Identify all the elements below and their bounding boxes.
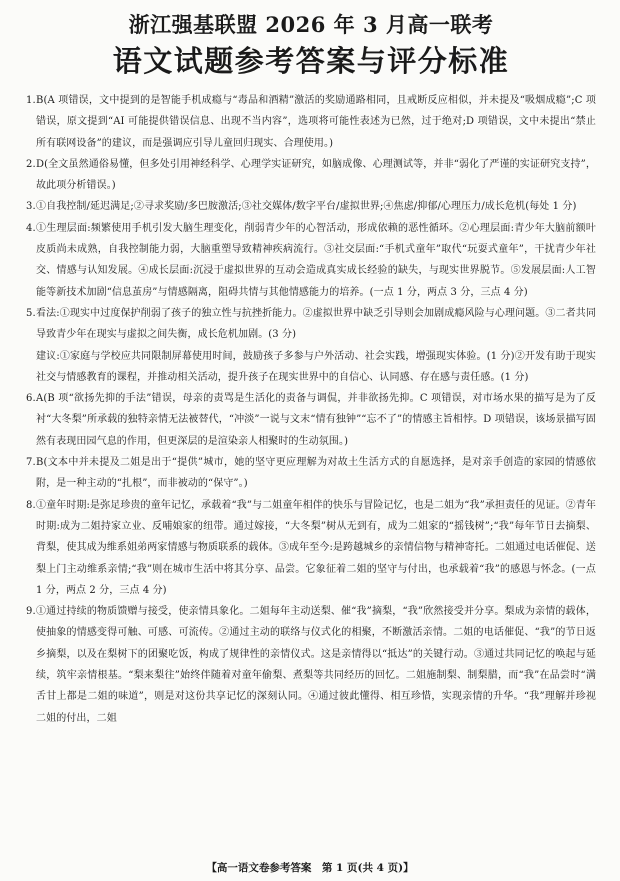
answer-item-5 (26, 303, 596, 388)
page-footer: 【高一语文卷参考答案 第 1 页(共 4 页)】 (206, 862, 414, 874)
header (26, 12, 596, 80)
answer-text: A(B 项“欲扬先抑的手法”错误，母亲的责骂是生活化的责备与调侃，并非欲扬先抑。C 项错误，对市场水果的描写是为了反衬“大冬梨”所承载的独特亲情无法被替代，“冲淡”一说与文末“情有独钟”“忘不了”的情感主旨相悖。D 项错误，该场景描写固然有表现田园气息的作用，但更深层的是渲染亲人相聚时的生动氛围。) (36, 393, 596, 447)
answer-text: ①通过持续的物质馈赠与接受，使亲情具象化。二姐每年主动送梨、催“我”摘梨，“我”欣然接受并分享。梨成为亲情的载体，使抽象的情感变得可触、可感、可流传。②通过主动的联络与仪式化的相聚，不断激活亲情。二姐的电话催促、“我”的节日返乡摘梨，以及在梨树下的团聚吃饭，构成了规律性的亲情仪式。这是亲情得以“抵达”的关键行动。③通过共同记忆的唤起与延续，筑牢亲情根基。“梨来梨往”始终伴随着对童年偷梨、煮梨等共同经历的回忆。二姐施制梨、制梨腊，而“我”在品尝时“满舌甘上都是二姐的味道”，则是对这份共享记忆的深刻认同。④通过彼此懂得、相互珍惜，实现亲情的升华。“我”理解并珍视二姐的付出，二姐 (36, 606, 596, 724)
answer-item-9 (26, 601, 596, 729)
answer-text: B(A 项错误，文中提到的是智能手机成瘾与“毒品和酒精”激活的奖励通路相同，且戒断反应相似，并未提及“吸烟成瘾”;C 项错误，原文提到“AI 可能提供错误信息、出现不当内容”，选项将可能性表述为已然，过于绝对;D 项错误，文中未提出“禁止所有联网设备”的建议，而是强调应引导儿童回归现实、合理使用。) (36, 95, 596, 149)
answer-item-3 (26, 196, 596, 217)
answer-number: 9. (26, 606, 36, 618)
answer-text: ①童年时期:是弥足珍贵的童年记忆，承载着“我”与二姐童年相伴的快乐与冒险记忆，也是二姐为“我”承担责任的见证。②青年时期:成为二姐持家立业、反哺娘家的纽带。通过嫁接，“大冬梨”树从无到有，成为二姐家的“摇钱树”;“我”每年节日去摘梨、背梨，使其成为维系姐弟两家情感与物质联系的载体。③成年至今:是跨越城乡的亲情信物与精神寄托。二姐通过电话催促、送梨上门主动维系亲情;“我”则在城市生活中将其分享、品尝。它象征着二姐的坚守与付出，也承载着“我”的感恩与怀念。(一点 1 分，两点 2 分，三点 4 分) (36, 499, 596, 596)
answer-text: D(全文虽然通俗易懂，但多处引用神经科学、心理学实证研究，如脑成像、心理测试等，并非“弱化了严谨的实证研究支持”，故此项分析错误。) (36, 158, 596, 192)
answer-text-view: 看法:①现实中过度保护削弱了孩子的独立性与抗挫折能力。②虚拟世界中缺乏引导则会加剧成瘾风险与心理问题。③二者共同导致青少年在现实与虚拟之间失衡，成长危机加剧。(3 分) (36, 307, 596, 341)
answer-item-6 (26, 388, 596, 452)
answer-item-8 (26, 495, 596, 601)
title-answer-key: 语文试题参考答案与评分标准 (112, 44, 510, 78)
answer-number: 1. (26, 95, 36, 106)
answer-number: 3. (26, 201, 36, 213)
answer-number: 7. (26, 457, 36, 469)
answer-text-suggestion: 建议:①家庭与学校应共同限制屏幕使用时间，鼓励孩子多参与户外活动、社会实践，增强现实体验。(1 分)②开发有助于现实社交与情感教育的课程，并推动相关活动，提升孩子在现实世界中的自信心、认同感、存在感与责任感。(1 分) (36, 350, 596, 383)
answer-number: 6. (26, 393, 36, 405)
answer-item-4 (26, 218, 596, 303)
answer-number: 2. (26, 158, 36, 170)
answer-item-7 (26, 452, 596, 495)
answer-number: 5. (26, 307, 36, 319)
answer-number: 4. (26, 222, 36, 234)
answer-number: 8. (26, 499, 36, 511)
answer-text: B(文本中并未提及二姐是出于“提供”城市，她的坚守更应理解为对故土生活方式的自愿选择，是对亲手创造的家园的情感依附，是一种主动的“扎根”，而非被动的“保守”。) (36, 457, 596, 490)
answer-item-1 (26, 90, 596, 154)
answer-text: ①生理层面:频繁使用手机引发大脑生理变化，削弱青少年的心智活动，形成依赖的恶性循环。②心理层面:青少年大脑前额叶皮质尚未成熟，自我控制能力弱，大脑重塑导致精神疾病流行。③社交层面:“手机式童年”取代“玩耍式童年”，干扰青少年社交、情感与认知发展。④成长层面:沉浸于虚拟世界的互动会造成真实成长经验的缺失，与现实世界脱节。⑤发展层面:人工智能等新技术加剧“信息茧房”与情感隔离，阻碍共情与其他情感能力的培养。(一点 1 分，两点 3 分，三点 4 分) (36, 222, 596, 298)
title-exam-name: 浙江强基联盟 2026 年 3 月高一联考 (128, 12, 494, 37)
answer-text: ①自我控制/延迟满足;②寻求奖励/多巴胺激活;③社交媒体/数字平台/虚拟世界;④焦虑/抑郁/心理压力/成长危机(每处 1 分) (36, 201, 577, 213)
answers-body (26, 90, 596, 729)
answer-item-2 (26, 154, 596, 197)
